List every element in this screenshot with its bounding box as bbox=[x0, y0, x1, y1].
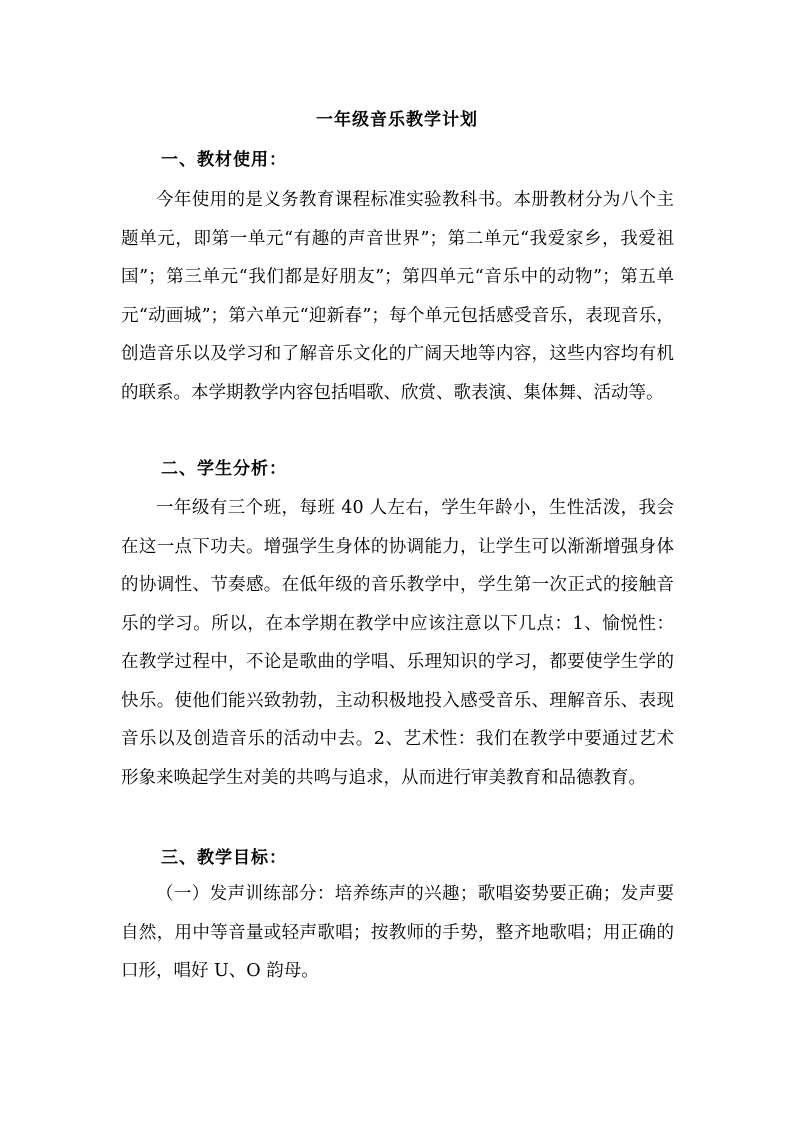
section-paragraph-goals: （一）发声训练部分：培养练声的兴趣；歌唱姿势要正确；发声要自然，用中等音量或轻声歌唱；按教师的手势，整齐地歌唱；用正确的口形，唱好 U、O 韵母。 bbox=[121, 884, 674, 981]
section-heading-goals: 三、教学目标： bbox=[161, 848, 287, 868]
document-title: 一年级音乐教学计划 bbox=[316, 110, 478, 130]
section-heading-textbook: 一、教材使用： bbox=[161, 150, 287, 170]
section-paragraph-students: 一年级有三个班，每班 40 人左右，学生年龄小，生性活泼，我会在这一点下功夫。增强学生身体的协调能力，让学生可以渐渐增强身体的协调性、节奏感。在低年级的音乐教学中，学生第一次正式的接触音乐的学习。所以，在本学期在教学中应该注意以下几点：1、愉悦性：在教学过程中，不论是歌曲的学唱、乐理知识的学习，都要使学生学的快乐。使他们能兴致勃勃，主动积极地投入感受音乐、理解音乐、表现音乐以及创造音乐的活动中去。2、艺术性：我们在教学中要通过艺术形象来唤起学生对美的共鸣与追求，从而进行审美教育和品德教育。 bbox=[121, 498, 674, 788]
section-heading-students: 二、学生分析： bbox=[161, 459, 287, 479]
section-paragraph-textbook: 今年使用的是义务教育课程标准实验教科书。本册教材分为八个主题单元，即第一单元“有趣的声音世界”；第二单元“我爱家乡，我爱祖国”；第三单元“我们都是好朋友”；第四单元“音乐中的动物”；第五单元“动画城”；第六单元“迎新春”；每个单元包括感受音乐，表现音乐，创造音乐以及学习和了解音乐文化的广阔天地等内容，这些内容均有机的联系。本学期教学内容包括唱歌、欣赏、歌表演、集体舞、活动等。 bbox=[121, 190, 674, 403]
